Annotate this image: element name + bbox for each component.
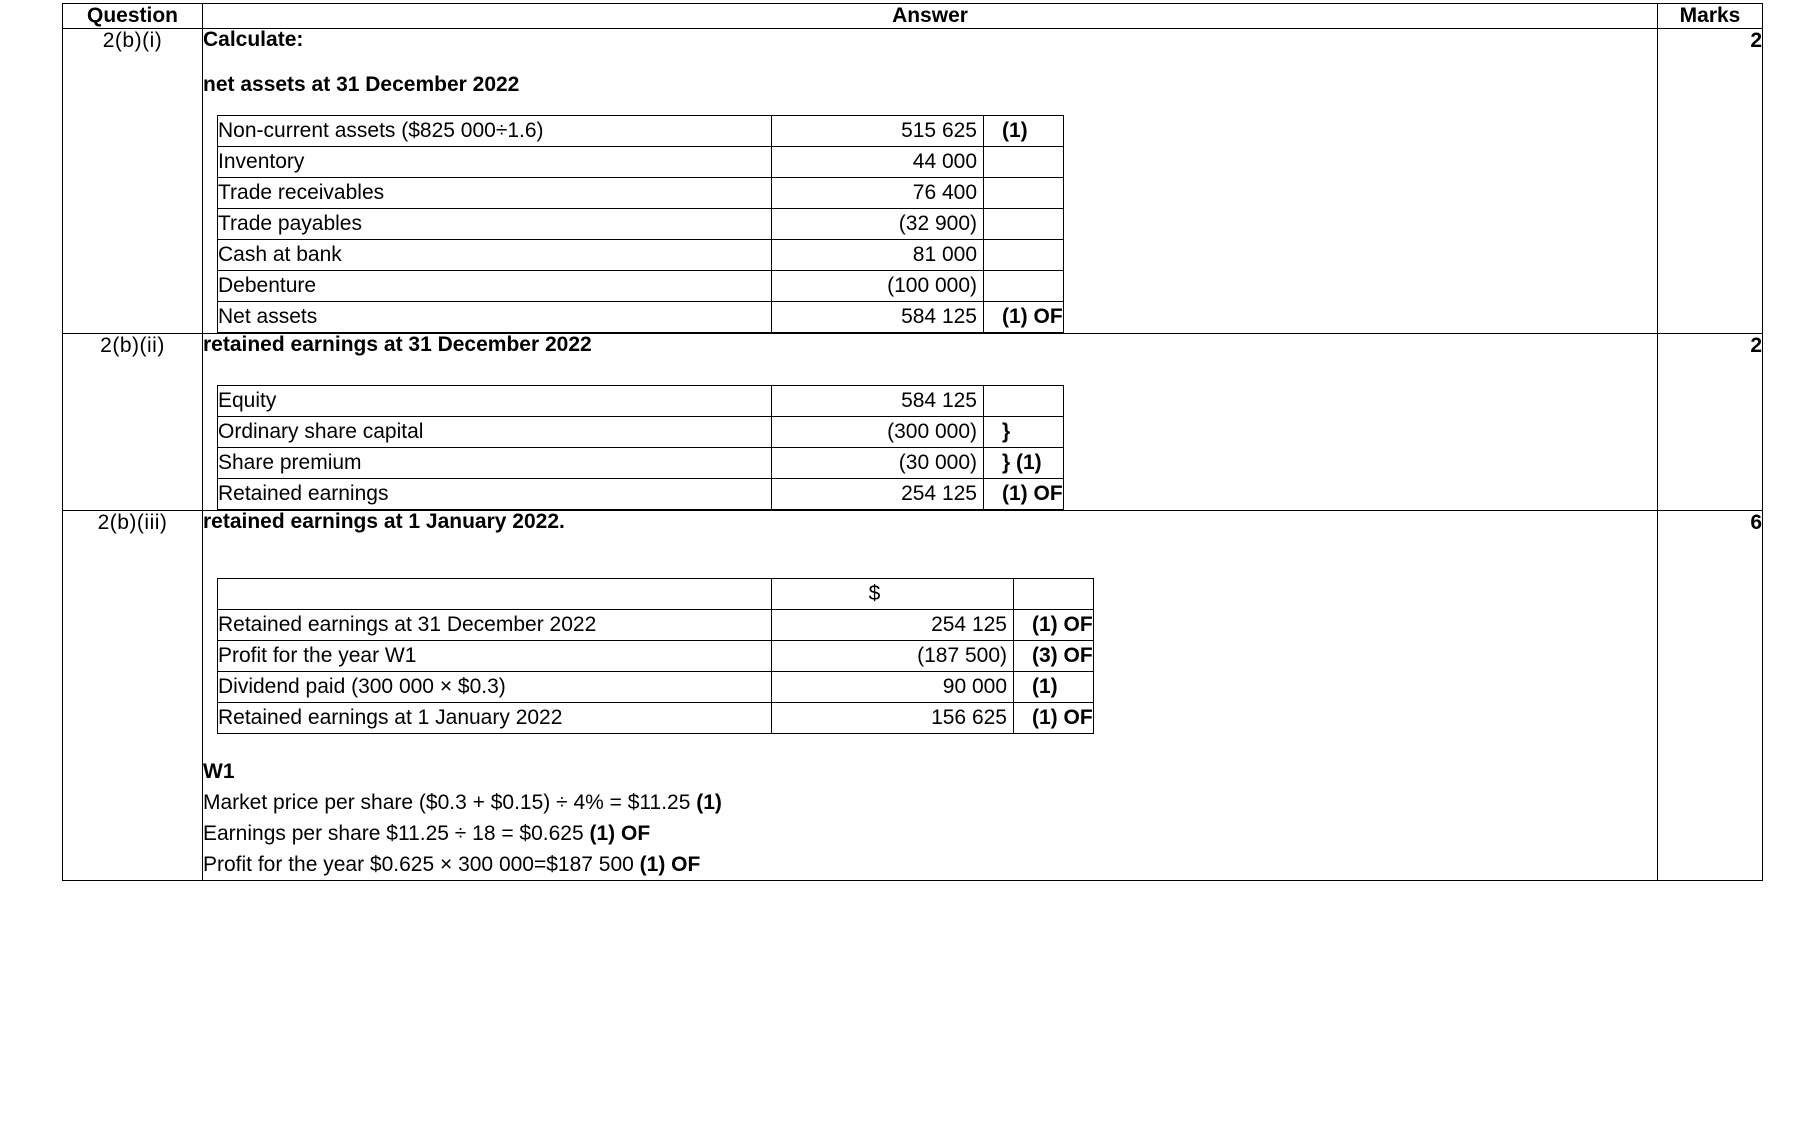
workings-text: Earnings per share $11.25 ÷ 18 = $0.625: [203, 822, 590, 845]
ledger-label-empty: [218, 579, 772, 610]
ledger-label: Share premium: [218, 448, 772, 479]
table-body: [63, 29, 1763, 881]
workings-block: [203, 756, 1657, 880]
workings-line: [203, 818, 1657, 849]
ledger-mark-note-empty: [1014, 579, 1094, 610]
question-number: 2(b)(i): [63, 29, 203, 334]
ledger-row: [218, 147, 1064, 178]
ledger-amount: 254 125: [772, 610, 1014, 641]
ledger-mark-note: [984, 147, 1064, 178]
ledger-mark-note: [984, 271, 1064, 302]
marks-value: 2: [1658, 334, 1763, 511]
header-row: [63, 4, 1763, 29]
ledger-mark-note: (1) OF: [984, 302, 1064, 333]
ledger-amount: 76 400: [772, 178, 984, 209]
column-header-answer: Answer: [203, 4, 1658, 29]
workings-text: Profit for the year $0.625 × 300 000=$187 500: [203, 853, 640, 876]
ledger-mark-note: (1): [1014, 672, 1094, 703]
column-header-marks: Marks: [1658, 4, 1763, 29]
question-number: 2(b)(ii): [63, 334, 203, 511]
currency-header: $: [772, 579, 1014, 610]
ledger-row-total: [218, 302, 1064, 333]
marking-scheme-page: [0, 3, 1815, 1124]
ledger-row: [218, 209, 1064, 240]
ledger-mark-note: [984, 240, 1064, 271]
ledger-label: Dividend paid (300 000 × $0.3): [218, 672, 772, 703]
ledger-mark-note: (1) OF: [984, 479, 1064, 510]
instruction-text: Calculate:: [203, 28, 304, 51]
ledger-mark-note: (1) OF: [1014, 703, 1094, 734]
ledger-amount: 254 125: [772, 479, 984, 510]
ledger-label: Retained earnings at 1 January 2022: [218, 703, 772, 734]
ledger-amount: 44 000: [772, 147, 984, 178]
ledger-table: [217, 385, 1064, 510]
ledger-amount: 90 000: [772, 672, 1014, 703]
table-row: [63, 334, 1763, 511]
ledger-row: [218, 271, 1064, 302]
ledger-label: Non-current assets ($825 000÷1.6): [218, 116, 772, 147]
ledger-row: [218, 641, 1094, 672]
answer-heading: retained earnings at 1 January 2022.: [203, 510, 565, 533]
ledger-amount: (187 500): [772, 641, 1014, 672]
ledger-mark-note: (3) OF: [1014, 641, 1094, 672]
question-number: 2(b)(iii): [63, 511, 203, 881]
ledger-label: Trade receivables: [218, 178, 772, 209]
answer-cell: [203, 511, 1658, 881]
ledger-row: [218, 448, 1064, 479]
ledger-amount: 81 000: [772, 240, 984, 271]
ledger-label: Inventory: [218, 147, 772, 178]
ledger-amount: 515 625: [772, 116, 984, 147]
workings-mark: (1) OF: [589, 822, 651, 845]
ledger-row: [218, 386, 1064, 417]
column-header-question: Question: [63, 4, 203, 29]
ledger-mark-note: (1) OF: [1014, 610, 1094, 641]
ledger-row: [218, 610, 1094, 641]
ledger-row: [218, 417, 1064, 448]
ledger-row: [218, 116, 1064, 147]
ledger-label: Trade payables: [218, 209, 772, 240]
ledger-label: Ordinary share capital: [218, 417, 772, 448]
marking-scheme-table: [62, 3, 1763, 881]
marks-value: 2: [1658, 29, 1763, 334]
ledger-label: Retained earnings: [218, 479, 772, 510]
workings-line: [203, 849, 1657, 880]
ledger-table: [217, 115, 1064, 333]
workings-line: [203, 787, 1657, 818]
ledger-label: Debenture: [218, 271, 772, 302]
ledger-amount: 156 625: [772, 703, 1014, 734]
table-row: [63, 29, 1763, 334]
ledger-mark-note: [984, 178, 1064, 209]
workings-title: W1: [203, 760, 235, 783]
workings-mark: (1) OF: [639, 853, 701, 876]
ledger-mark-note: [984, 386, 1064, 417]
ledger-mark-note: (1): [984, 116, 1064, 147]
workings-mark: (1): [696, 791, 722, 814]
table-row: [63, 511, 1763, 881]
ledger-label: Profit for the year W1: [218, 641, 772, 672]
ledger-label: Net assets: [218, 302, 772, 333]
table-header: [63, 4, 1763, 29]
ledger-row: [218, 672, 1094, 703]
workings-text: Market price per share ($0.3 + $0.15) ÷ 4% = $11.25: [203, 791, 697, 814]
ledger-row: [218, 240, 1064, 271]
ledger-mark-note: }: [984, 417, 1064, 448]
ledger-table: [217, 578, 1094, 734]
ledger-amount: (30 000): [772, 448, 984, 479]
ledger-row-total: [218, 703, 1094, 734]
ledger-label: Retained earnings at 31 December 2022: [218, 610, 772, 641]
ledger-label: Equity: [218, 386, 772, 417]
answer-cell: [203, 29, 1658, 334]
answer-cell: [203, 334, 1658, 511]
answer-heading: retained earnings at 31 December 2022: [203, 333, 592, 356]
ledger-row-total: [218, 479, 1064, 510]
ledger-amount: 584 125: [772, 386, 984, 417]
ledger-row: [218, 178, 1064, 209]
ledger-amount: (32 900): [772, 209, 984, 240]
ledger-mark-note: } (1): [984, 448, 1064, 479]
ledger-label: Cash at bank: [218, 240, 772, 271]
answer-heading: net assets at 31 December 2022: [203, 73, 520, 96]
ledger-amount: (300 000): [772, 417, 984, 448]
ledger-currency-header-row: [218, 579, 1094, 610]
ledger-amount: (100 000): [772, 271, 984, 302]
ledger-mark-note: [984, 209, 1064, 240]
ledger-amount: 584 125: [772, 302, 984, 333]
marks-value: 6: [1658, 511, 1763, 881]
